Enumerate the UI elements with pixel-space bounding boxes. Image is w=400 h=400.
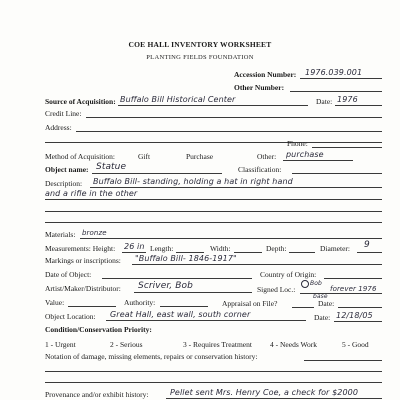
signed-extra-2: base [313,293,328,300]
materials-line [80,238,382,239]
address-line-2 [45,142,382,143]
notation-label: Notation of damage, missing elements, repairs or conservation history: [45,352,258,361]
object-name-value: Statue [96,162,127,172]
other-number-label: Other Number: [234,83,285,92]
artist-value: Scriver, Bob [138,281,193,291]
source-date-value: 1976 [337,95,358,104]
classification-line [292,173,382,174]
location-date-value: 12/18/05 [336,311,373,320]
source-date-line [335,105,382,106]
condition-option-1: 1 - Urgent [45,340,76,349]
provenance-value: Pellet sent Mrs. Henry Coe, a check for $2000 [170,388,359,397]
date-of-object-line [102,278,252,279]
method-label: Method of Acquisition: [45,152,115,161]
other-number-line [290,91,382,92]
length-line [176,252,204,253]
provenance-line [166,398,382,399]
condition-heading: Condition/Conservation Priority: [45,325,152,334]
description-rule-1 [90,187,382,188]
appraisal-date-line [338,307,382,308]
source-line [118,105,308,106]
width-label: Width: [210,244,231,253]
signed-note: Bob [310,280,322,287]
markings-value: "Buffalo Bill- 1846-1917" [135,254,237,263]
country-line [324,278,382,279]
condition-option-4: 4 - Needs Work [270,340,317,349]
credit-line-label: Credit Line: [45,109,82,118]
value-line [68,306,116,307]
signed-label: Signed Loc.: [257,285,296,294]
object-name-label: Object name: [45,165,89,174]
signed-circle-mark [301,280,309,288]
authority-line [160,306,208,307]
country-label: Country of Origin: [260,270,317,279]
method-purchase-option: Purchase [186,152,214,161]
source-date-label: Date: [316,97,333,106]
description-label: Description: [45,179,83,188]
appraisal-date-label: Date: [318,299,335,308]
object-name-line [92,173,222,174]
height-line [122,252,146,253]
artist-label: Artist/Maker/Distributor: [45,284,121,293]
signed-extra: forever 1976 [330,285,377,293]
location-value: Great Hall, east wall, south corner [110,310,251,319]
materials-label: Materials: [45,230,76,239]
appraisal-label: Appraisal on File? [222,299,278,308]
accession-line [300,78,382,79]
condition-option-5: 5 - Good [342,340,369,349]
description-rule-3 [45,211,382,212]
markings-line [132,264,382,265]
location-date-line [334,321,382,322]
depth-line [289,252,315,253]
signed-line [300,293,382,294]
measurements-label: Measurements: Height: [45,244,116,253]
accession-value: 1976.039.001 [305,68,363,77]
method-other-line [283,160,353,161]
value-label: Value: [45,298,65,307]
artist-line [134,292,252,293]
diameter-line [357,252,382,253]
provenance-label: Provenance and/or exhibit history: [45,390,149,399]
method-other-label: Other: [257,152,277,161]
description-rule-4 [45,222,382,223]
condition-option-3: 3 - Requires Treatment [183,340,252,349]
markings-label: Markings or inscriptions: [45,256,121,265]
diameter-value: 9 [364,240,370,250]
notation-line-1 [304,360,382,361]
condition-option-2: 2 - Serious [110,340,143,349]
worksheet-title: COE HALL INVENTORY WORKSHEET [128,40,272,49]
source-label: Source of Acquisition: [45,97,116,106]
location-label: Object Location: [45,312,96,321]
phone-label: Phone: [287,139,308,148]
method-gift-option: Gift [138,152,151,161]
notation-line-3 [45,382,382,383]
description-line-2: and a rifle in the other [45,189,138,198]
authority-label: Authority: [124,298,156,307]
width-line [234,252,262,253]
notation-line-2 [45,371,382,372]
phone-line [312,147,382,148]
foundation-subtitle: PLANTING FIELDS FOUNDATION [146,54,254,61]
date-of-object-label: Date of Object: [45,270,92,279]
source-value: Buffalo Bill Historical Center [120,95,236,104]
description-line-1: Buffalo Bill- standing, holding a hat in right hand [93,177,293,186]
depth-label: Depth: [266,244,287,253]
length-label: Length: [150,244,174,253]
location-date-label: Date: [314,313,331,322]
materials-value: bronze [82,229,107,237]
location-line [106,320,306,321]
credit-line-line [86,117,382,118]
method-other-value: purchase [286,150,324,159]
height-value: 26 in [124,242,145,251]
description-rule-2 [45,199,382,200]
address-line-1 [76,131,382,132]
appraisal-line [292,307,314,308]
address-label: Address: [45,123,72,132]
accession-label: Accession Number: [234,70,297,79]
classification-label: Classification: [238,165,282,174]
diameter-label: Diameter: [320,244,350,253]
